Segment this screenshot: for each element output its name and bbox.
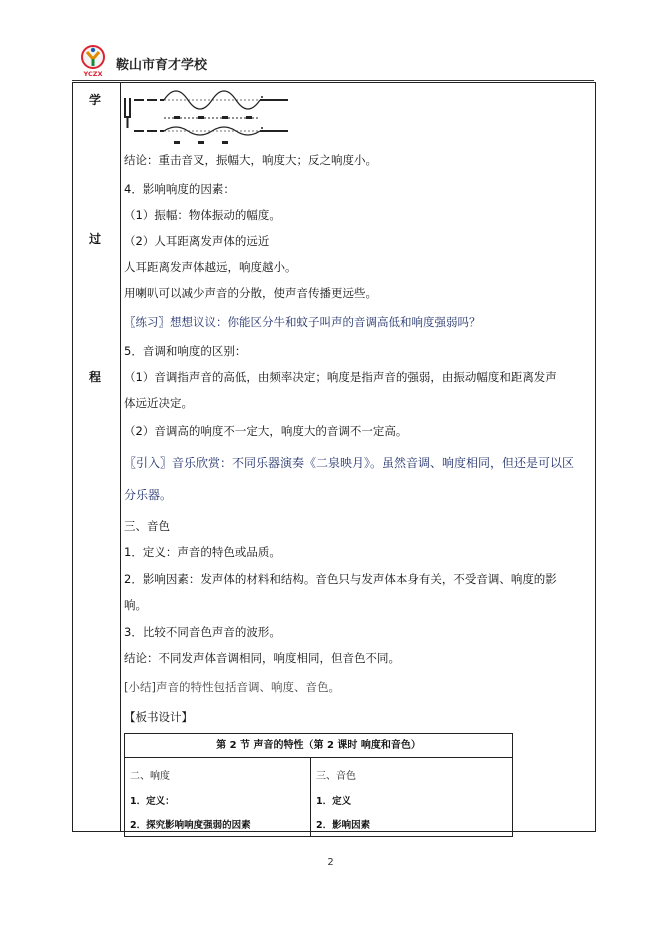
logo-text: YCZX [83, 70, 103, 78]
intro-music: 〖引入〗音乐欣赏：不同乐器演奏《二泉映月》。虽然音调、响度相同，但还是可以区 [124, 456, 575, 470]
summary-line: [小结]声音的特性包括音调、响度、音色。 [124, 680, 340, 694]
difference-point-1: （1）音调指声音的高低，由频率决定；响度是指声音的强弱，由振动幅度和距离发声 [124, 370, 557, 384]
difference-point-2: （2）音调高的响度不一定大，响度大的音调不一定高。 [124, 424, 408, 438]
board-right-item-1: 1．定义 [316, 796, 352, 807]
factor-amplitude: （1）振幅：物体振动的幅度。 [124, 208, 281, 222]
side-label-xue: 学 [89, 93, 102, 107]
school-name: 鞍山市育才学校 [116, 58, 208, 73]
heading-timbre: 三、音色 [124, 519, 170, 533]
page-number: 2 [327, 857, 334, 868]
heading-loudness-factors: 4．影响响度的因素： [124, 182, 235, 196]
intro-music-cont: 分乐器。 [124, 488, 173, 502]
practice-question: 〖练习〗想想议议：你能区分牛和蚊子叫声的音调高低和响度强弱吗？ [124, 315, 481, 329]
difference-point-1-cont: 体远近决定。 [124, 396, 193, 410]
school-logo [78, 44, 108, 78]
board-left-heading: 二、响度 [130, 771, 170, 782]
side-label-cheng: 程 [89, 370, 102, 384]
timbre-factors-cont: 响。 [124, 598, 147, 612]
distance-explanation: 人耳距离发声体越远，响度越小。 [124, 260, 297, 274]
board-column-divider [310, 757, 311, 837]
horn-explanation: 用喇叭可以减少声音的分散，使声音传播更远些。 [124, 286, 377, 300]
board-right-heading: 三、音色 [316, 771, 356, 782]
timbre-waveform-compare: 3．比较不同音色声音的波形。 [124, 625, 281, 639]
board-design-table [124, 733, 513, 832]
board-left-item-2: 2．探究影响响度强弱的因素 [130, 820, 251, 831]
board-title: 第 2 节 声音的特性（第 2 课时 响度和音色） [124, 733, 513, 758]
conclusion-line: 结论：重击音叉，振幅大，响度大；反之响度小。 [124, 153, 377, 167]
timbre-conclusion: 结论：不同发声体音调相同，响度相同，但音色不同。 [124, 651, 400, 665]
timbre-factors: 2．影响因素：发声体的材料和结构。音色只与发声体本身有关，不受音调、响度的影 [124, 572, 557, 586]
tuning-fork-icon [124, 98, 131, 128]
board-right-item-2: 2．影响因素 [316, 820, 371, 831]
factor-distance: （2）人耳距离发声体的远近 [124, 234, 270, 248]
table-column-divider [120, 82, 121, 832]
board-design-heading: 【板书设计】 [124, 710, 193, 724]
board-left-item-1: 1．定义： [130, 796, 175, 807]
tuning-fork-waveform-figure [122, 84, 292, 146]
header-rule [72, 80, 594, 81]
side-label-guo: 过 [89, 232, 102, 246]
heading-pitch-vs-loudness: 5．音调和响度的区别： [124, 344, 247, 358]
timbre-definition: 1．定义：声音的特色或品质。 [124, 545, 281, 559]
